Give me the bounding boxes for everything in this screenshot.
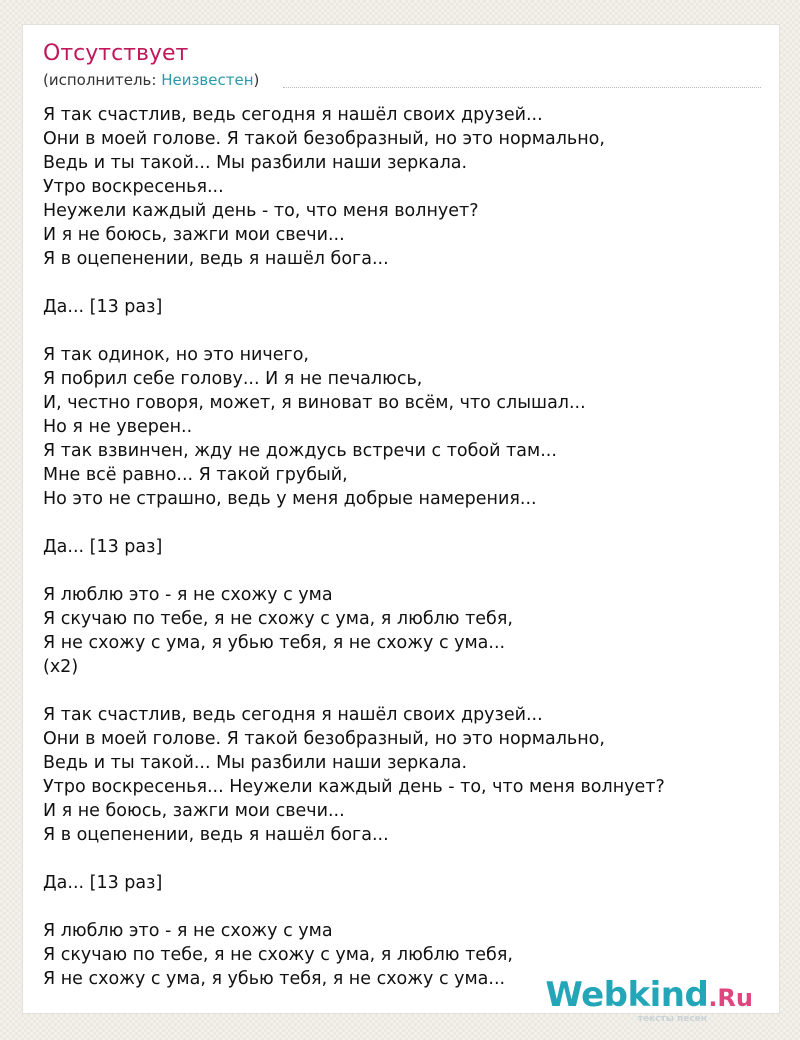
lyrics-card — [22, 24, 780, 1024]
lyric-line: Они в моей голове. Я такой безобразный, но это нормально, — [43, 729, 605, 749]
artist-prefix: (исполнитель: — [43, 71, 162, 89]
artist-link[interactable]: Неизвестен — [161, 71, 254, 89]
lyric-line: (x2) — [43, 657, 79, 677]
lyric-line: И я не боюсь, зажги мои свечи... — [43, 801, 345, 821]
lyric-line: Я так одинок, но это ничего, — [43, 345, 309, 365]
lyric-line: Они в моей голове. Я такой безобразный, но это нормально, — [43, 129, 605, 149]
lyric-line: Неужели каждый день - то, что меня волнует? — [43, 201, 479, 221]
header-divider — [283, 87, 761, 88]
lyric-line: Да... [13 раз] — [43, 537, 163, 557]
lyric-line — [43, 847, 763, 871]
lyric-line: Я в оцепенении, ведь я нашёл бога... — [43, 249, 389, 269]
lyric-line: Ведь и ты такой... Мы разбили наши зеркала. — [43, 153, 468, 173]
lyric-line — [43, 511, 763, 535]
lyric-line: Я так счастлив, ведь сегодня я нашёл своих друзей... — [43, 705, 543, 725]
lyric-line: Утро воскресенья... — [43, 177, 224, 197]
logo-suffix-text: .Ru — [708, 984, 753, 1012]
lyric-line: Я скучаю по тебе, я не схожу с ума, я люблю тебя, — [43, 945, 513, 965]
logo-wordmark — [545, 975, 753, 1018]
lyric-line — [43, 679, 763, 703]
lyric-line: Я люблю это - я не схожу с ума — [43, 921, 333, 941]
lyric-line: Я люблю это - я не схожу с ума — [43, 585, 333, 605]
webkind-logo — [545, 975, 753, 1031]
lyric-line — [43, 271, 763, 295]
lyric-line: Но это не страшно, ведь у меня добрые намерения... — [43, 489, 537, 509]
lyrics-text — [43, 103, 763, 991]
lyric-line: Да... [13 раз] — [43, 873, 163, 893]
logo-tagline: тексты песен — [637, 1014, 707, 1024]
lyric-line: И я не боюсь, зажги мои свечи... — [43, 225, 345, 245]
lyric-line: Ведь и ты такой... Мы разбили наши зеркала. — [43, 753, 468, 773]
lyric-line: Я скучаю по тебе, я не схожу с ума, я люблю тебя, — [43, 609, 513, 629]
lyric-line: Я так взвинчен, жду не дождусь встречи с тобой там... — [43, 441, 557, 461]
lyric-line: Я не схожу с ума, я убью тебя, я не схожу с ума... — [43, 969, 506, 989]
lyric-line: Утро воскресенья... Неужели каждый день - то, что меня волнует? — [43, 777, 665, 797]
lyric-line: Я так счастлив, ведь сегодня я нашёл своих друзей... — [43, 105, 543, 125]
artist-suffix: ) — [253, 71, 260, 89]
lyric-line: Но я не уверен.. — [43, 417, 193, 437]
lyric-line — [43, 895, 763, 919]
song-title: Отсутствует — [43, 41, 189, 66]
lyric-line: Мне всё равно... Я такой грубый, — [43, 465, 348, 485]
logo-main-text: Webkind — [545, 975, 709, 1015]
lyric-line: Да... [13 раз] — [43, 297, 163, 317]
lyric-line: Я в оцепенении, ведь я нашёл бога... — [43, 825, 389, 845]
artist-line — [43, 69, 259, 91]
lyric-line: И, честно говоря, может, я виноват во всём, что слышал... — [43, 393, 586, 413]
lyric-line: Я побрил себе голову... И я не печалюсь, — [43, 369, 423, 389]
lyric-line — [43, 319, 763, 343]
lyric-line — [43, 559, 763, 583]
lyric-line: Я не схожу с ума, я убью тебя, я не схожу с ума... — [43, 633, 506, 653]
